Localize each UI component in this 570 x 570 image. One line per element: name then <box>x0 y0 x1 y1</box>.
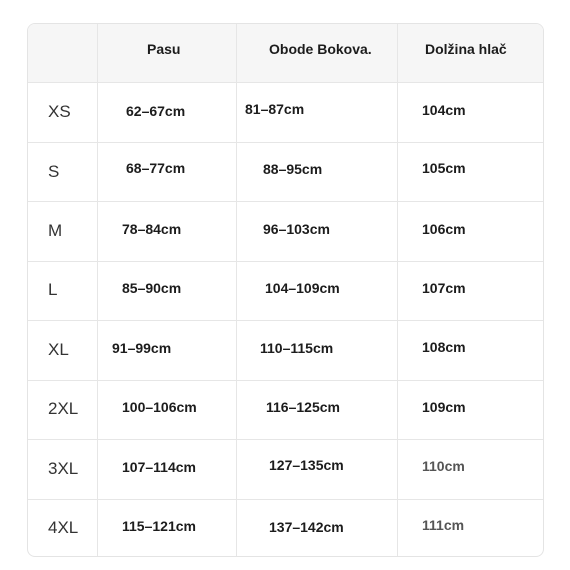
row-divider <box>28 439 543 440</box>
header-hips: Obode Bokova. <box>269 41 372 57</box>
length-value: 108cm <box>422 339 466 355</box>
hips-value: 110–115cm <box>260 340 334 356</box>
column-divider <box>236 24 237 556</box>
row-divider <box>28 380 543 381</box>
size-label: L <box>48 280 58 299</box>
waist-value: 91–99cm <box>112 340 172 356</box>
size-label: S <box>48 162 60 181</box>
table-header <box>28 24 543 83</box>
column-divider <box>97 24 98 556</box>
size-label: 3XL <box>48 459 79 478</box>
length-value: 106cm <box>422 221 466 237</box>
waist-value: 85–90cm <box>122 280 182 296</box>
size-label: M <box>48 221 63 240</box>
waist-value: 115–121cm <box>122 518 196 534</box>
row-divider <box>28 142 543 143</box>
column-divider <box>397 24 398 556</box>
length-value: 107cm <box>422 280 466 296</box>
row-divider <box>28 320 543 321</box>
waist-value: 68–77cm <box>126 160 186 176</box>
row-divider <box>28 261 543 262</box>
length-value: 110cm <box>422 458 465 474</box>
waist-value: 78–84cm <box>122 221 182 237</box>
size-label: XL <box>48 340 69 359</box>
length-value: 109cm <box>422 399 466 415</box>
header-waist: Pasu <box>147 41 181 57</box>
hips-value: 127–135cm <box>269 457 344 473</box>
hips-value: 81–87cm <box>245 101 305 117</box>
hips-value: 104–109cm <box>265 280 340 296</box>
hips-value: 116–125cm <box>266 399 340 415</box>
row-divider <box>28 201 543 202</box>
size-chart-table <box>27 23 544 557</box>
length-value: 111cm <box>422 517 465 533</box>
size-label: XS <box>48 102 71 121</box>
hips-value: 88–95cm <box>263 161 323 177</box>
size-label: 4XL <box>48 518 79 537</box>
hips-value: 137–142cm <box>269 519 344 535</box>
waist-value: 107–114cm <box>122 459 196 475</box>
length-value: 104cm <box>422 102 466 118</box>
size-label: 2XL <box>48 399 79 418</box>
length-value: 105cm <box>422 160 466 176</box>
header-length: Dolžina hlač <box>425 41 507 57</box>
waist-value: 100–106cm <box>122 399 197 415</box>
row-divider <box>28 499 543 500</box>
waist-value: 62–67cm <box>126 103 186 119</box>
hips-value: 96–103cm <box>263 221 330 237</box>
